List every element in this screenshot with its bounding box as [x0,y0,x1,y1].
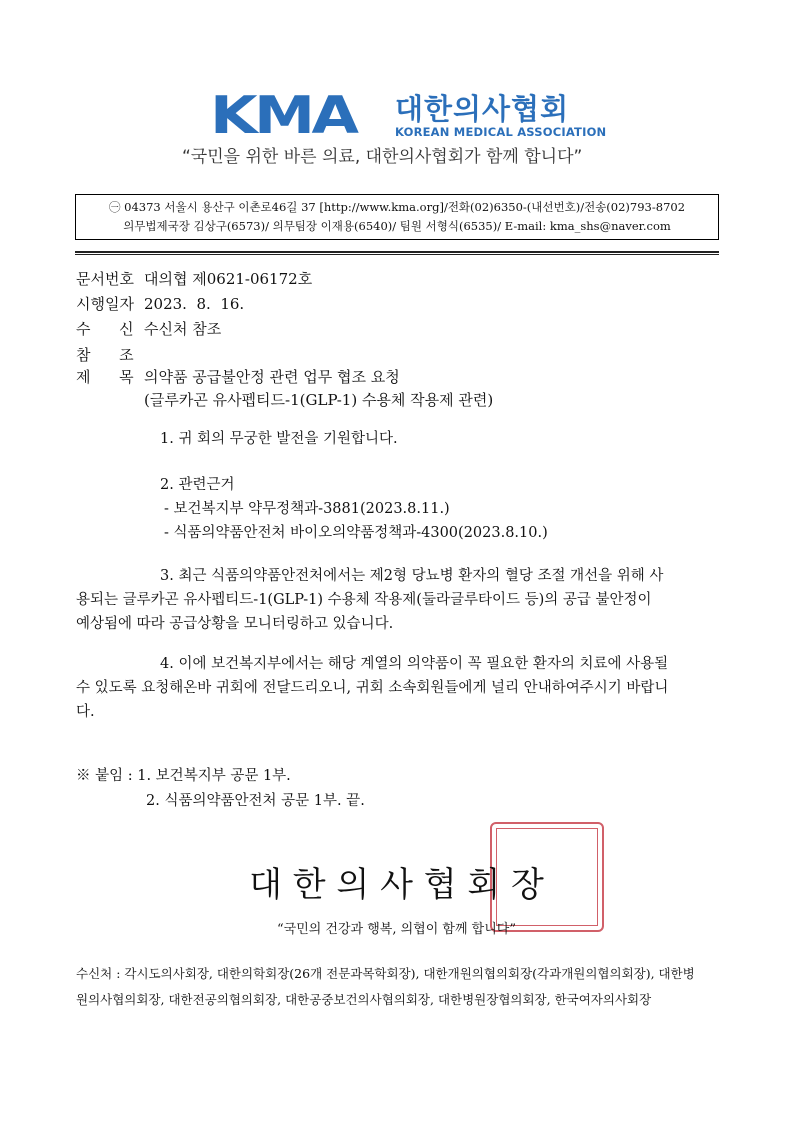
paragraph-1: 1. 귀 회의 무궁한 발전을 기원합니다. [160,431,398,447]
attachments-label: ※ 붙임 : [76,768,133,784]
org-name-kr: 대한의사협회 [395,92,570,126]
org-name-en: KOREAN MEDICAL ASSOCIATION [395,125,607,139]
attachments-row-1 [76,764,291,788]
recipient-label: 수 신 [76,320,134,338]
subject-label: 제 목 [76,368,134,386]
recipient-row [76,318,221,340]
attachment-item-1: 1. 보건복지부 공문 1부. [137,768,291,784]
doc-number-row [76,268,312,290]
recipients-line-1: 수신처 : 각시도의사회장, 대한의학회장(26개 전문과목학회장), 대한개원의협의회장(각과개원의협의회장), 대한병 [76,966,695,981]
reference-item-1: - 보건복지부 약무정책과-3881(2023.8.11.) [164,501,450,517]
reference-label: 참 조 [76,346,134,364]
header-divider [75,251,719,255]
paragraph-4-line-1: 4. 이에 보건복지부에서는 해당 계열의 의약품이 꼭 필요한 환자의 치료에 사용될 [160,656,669,672]
paragraph-4-line-2: 수 있도록 요청해온바 귀회에 전달드리오니, 귀회 소속회원들에게 널리 안내하여주시기 바랍니 [76,680,669,696]
logo-mark: KMA [210,86,356,146]
signature-motto: “국민의 건강과 행복, 의협이 함께 합니다” [276,922,516,937]
reference-item-2: - 식품의약품안전처 바이오의약품정책과-4300(2023.8.10.) [164,525,548,541]
date-row [76,293,244,315]
paragraph-3-line-3: 예상됨에 따라 공급상황을 모니터링하고 있습니다. [76,616,394,632]
attachment-item-2: 2. 식품의약품안전처 공문 1부. 끝. [146,793,365,809]
date-label: 시행일자 [76,295,134,313]
header-slogan: “국민을 위한 바른 의료, 대한의사협회가 함께 합니다” [182,147,583,167]
reference-row [76,344,144,366]
subject-line-2: (글루카곤 유사펩티드-1(GLP-1) 수용체 작용제 관련) [144,391,494,409]
doc-number: 대의협 제0621-06172호 [144,270,313,288]
subject-row [76,366,400,388]
paragraph-4-line-3: 다. [76,704,95,720]
paragraph-3-line-2: 용되는 글루카곤 유사펩티드-1(GLP-1) 수용체 작용제(둘라글루타이드 등)의 공급 불안정이 [76,592,652,608]
date-value: 2023. 8. 16. [144,295,245,313]
paragraph-2-title: 2. 관련근거 [160,477,235,493]
address-box [75,194,719,240]
paragraph-3-line-1: 3. 최근 식품의약품안전처에서는 제2형 당뇨병 환자의 혈당 조절 개선을 위해 사 [160,568,664,584]
kma-logo [210,86,607,146]
contact-line: 의무법제국장 김상구(6573)/ 의무팀장 이재용(6540)/ 팀원 서형식(6535)/ E-mail: kma_shs@naver.com [123,219,671,233]
recipient-value: 수신처 참조 [144,320,222,338]
recipients-line-2: 원의사협의회장, 대한전공의협의회장, 대한공중보건의사협의회장, 대한병원장협의회장, 한국여자의사회장 [76,992,652,1007]
address-line: ㊀ 04373 서울시 용산구 이촌로46길 37 [http://www.kma.org]/전화(02)6350-(내선번호)/전송(02)793-8702 [108,200,686,214]
doc-number-label: 문서번호 [76,270,134,288]
subject-line-1: 의약품 공급불안정 관련 업무 협조 요청 [144,368,400,386]
signature-title: 대 한 의 사 협 회 장 [249,865,544,905]
